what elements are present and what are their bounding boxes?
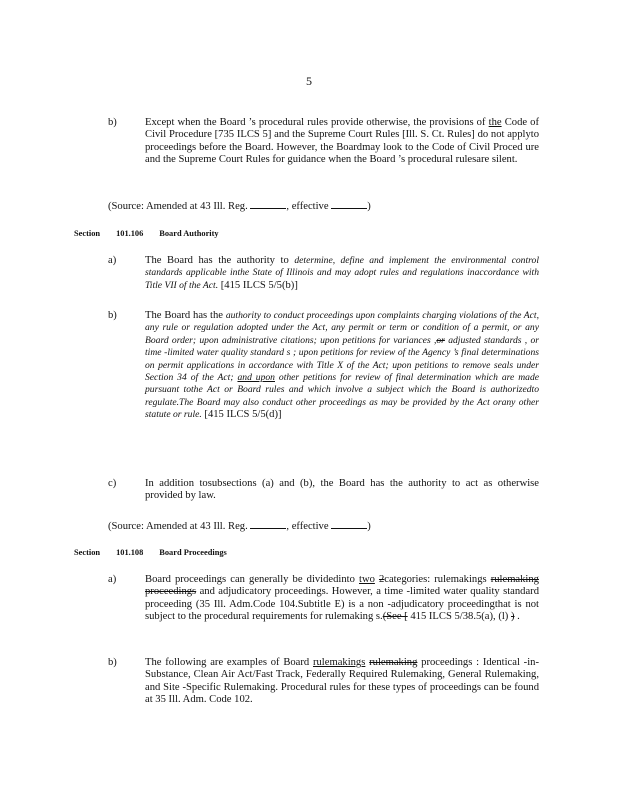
subsection-label: a) [108, 255, 117, 266]
inserted-text: and upon [237, 372, 275, 384]
deleted-text: rulemaking proceedings [145, 574, 539, 598]
subsection-label: b) [108, 657, 117, 668]
subsection-text: The following are examples of Board rulemakings rulemaking proceedings : Identical -in-Substance, Clean Air Act/Fast Track, Federally Required Rulemaking, General Rulemaking, and Site -Specific Rulemaking. Procedural rules for these types of proceedings can be found at 35 Ill. Adm. Code 102. [145, 657, 539, 706]
deleted-text: or [436, 334, 445, 346]
inserted-text: rulemakings [312, 657, 366, 668]
page-number: 5 [306, 74, 312, 88]
subsection-text: Except when the Board ’s procedural rules provide otherwise, the provisions of the Code of Civil Procedure [735 ILCS 5] and the Supreme Court Rules [Ill. S. Ct. Rules] do not applyto proceedings before the Board. However, the Boardmay look to the Code of Civil Proced ure and the Supreme Court Rules for guidance when the Board ’s procedural rulesare silent. [145, 117, 540, 166]
blank-line [250, 519, 286, 529]
blank-line [331, 199, 367, 209]
blank-line [250, 199, 286, 209]
source-note: (Source: Amended at 43 Ill. Reg. , effective ) [108, 201, 371, 212]
deleted-text: ) [511, 611, 515, 623]
subsection-text: In addition tosubsections (a) and (b), the Board has the authority to act as otherwise provided by law. [145, 478, 539, 502]
deleted-text: 2 [378, 574, 385, 585]
inserted-text: the [488, 117, 502, 128]
source-note: (Source: Amended at 43 Ill. Reg. , effective ) [108, 521, 371, 532]
subsection-text: Board proceedings can generally be dividedinto two 2categories: rulemakings rulemaking proceedings and adjudicatory proceedings. However, a time -limited water quality standard proceeding (35 Ill. Adm.Code 104.Subtitle E) is a non -adjudicatory proceedingthat is not subject to the procedural requirements for rulemaking s.(See [ 415 ILCS 5/38.5(a), (l) ) . [145, 574, 539, 623]
section-heading-101-108: Section 101.108 Board Proceedings [74, 548, 227, 557]
subsection-label: b) [108, 117, 117, 128]
subsection-label: b) [108, 310, 117, 321]
blank-line [331, 519, 367, 529]
subsection-label: a) [108, 574, 117, 585]
section-heading-101-106: Section 101.106 Board Authority [74, 229, 219, 238]
deleted-text: (See [ [382, 611, 408, 623]
subsection-text: The Board has the authority to determine, define and implement the environmental control standards applicable inthe State of Illinois and may adopt rules and regulations inaccordance with Title VII of the Act. [415 ILCS 5/5(b)] [145, 255, 539, 291]
deleted-text: rulemaking [369, 657, 418, 668]
inserted-text: two [359, 574, 375, 585]
subsection-text: The Board has the authority to conduct proceedings upon complaints charging violations of the Act, any rule or regulation adopted under the Act, any permit or term or condition of a permit, or any Board order; upon administrative citations; upon petitions for variances ,or adjusted standards , or time -limited water quality standard s ; upon petitions for review of the Agency ’s final determinations on permit applications in accordance with Title X of the Act; upon petitions to remove seals under Section 34 of the Act; and upon other petitions for review of final determination which are made pursuant tothe Act or Board rules and which involve a subject which the Board is authorizedto regulate.The Board may also conduct other proceedings as may be provided by the Act orany other statute or rule. [415 ILCS 5/5(d)] [145, 310, 539, 421]
subsection-label: c) [108, 478, 117, 489]
